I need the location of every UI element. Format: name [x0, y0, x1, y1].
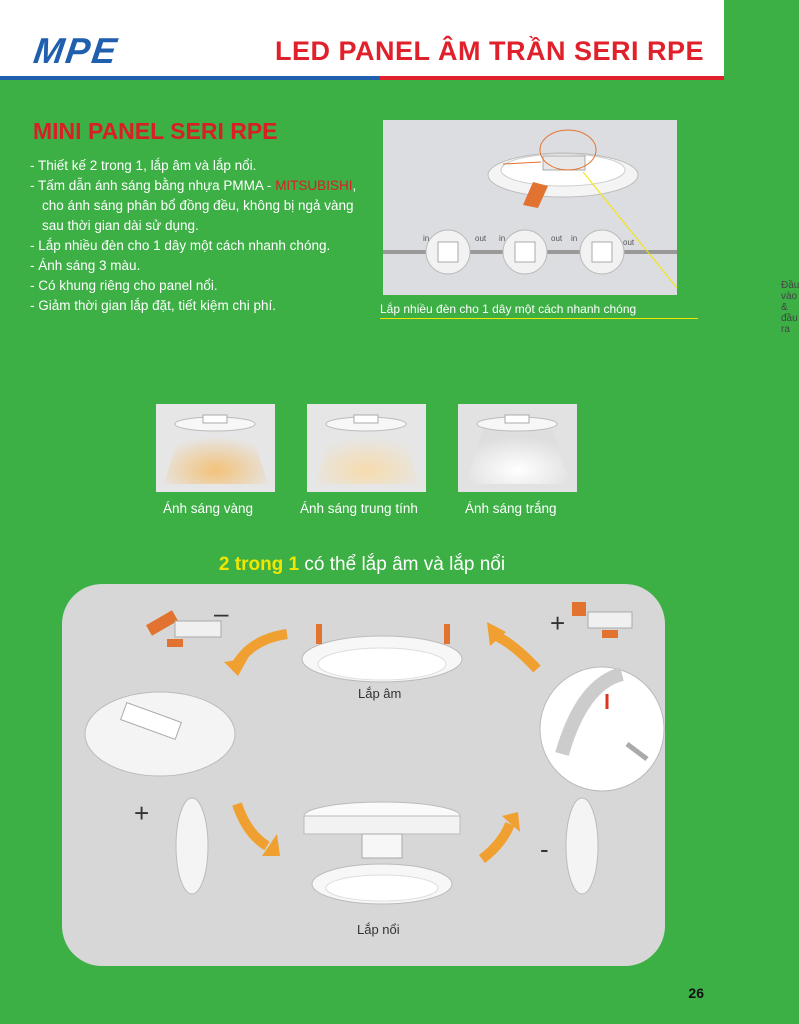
port-label: in: [571, 234, 578, 243]
port-label: out: [475, 234, 487, 243]
neutral-light-label: Ánh sáng trung tính: [300, 501, 418, 516]
feature-text: , cho ánh sáng phân bổ đồng đều, không bị ngả vàng sau thời gian dài sử dụng.: [42, 178, 357, 233]
install-heading: [0, 554, 724, 576]
input-output-label: Đầu vào & đầu ra: [781, 280, 799, 335]
feature-list: [30, 156, 360, 316]
page-number: 26: [688, 985, 704, 1001]
port-label: in: [423, 234, 430, 243]
lamp-illustration: [156, 404, 275, 492]
brand-name: MITSUBISHI: [275, 178, 353, 193]
connection-illustration: [383, 120, 677, 295]
header-divider: [0, 76, 724, 83]
port-label: out: [551, 234, 563, 243]
caption-underline: [380, 318, 698, 319]
plus-sign: +: [134, 798, 150, 828]
installation-illustration: [62, 584, 665, 966]
warm-light-label: Ánh sáng vàng: [163, 501, 254, 516]
header-divider-blue: [0, 76, 380, 80]
neutral-light-image: [307, 404, 426, 492]
mpe-logo: MPE: [31, 30, 121, 71]
minus-sign: -: [540, 834, 549, 864]
feature-text: - Ánh sáng 3 màu.: [30, 258, 141, 273]
install-heading-rest: có thể lắp âm và lắp nổi: [299, 554, 506, 575]
feature-text: - Tấm dẫn ánh sáng bằng nhựa PMMA -: [30, 178, 276, 193]
lamp-illustration: [458, 404, 577, 492]
warm-light-image: [156, 404, 275, 492]
connection-caption: Lắp nhiều đèn cho 1 dây một cách nhanh chóng: [380, 302, 637, 316]
feature-text: - Lắp nhiều đèn cho 1 dây một cách nhanh chóng.: [30, 238, 331, 253]
surface-label: Lắp nổi: [357, 922, 400, 937]
port-label: in: [499, 234, 506, 243]
plus-sign: +: [550, 608, 566, 638]
install-heading-highlight: 2 trong 1: [218, 554, 300, 575]
feature-text: - Thiết kế 2 trong 1, lắp âm và lắp nổi.: [30, 158, 257, 173]
feature-text: - Giảm thời gian lắp đặt, tiết kiệm chi phí.: [30, 298, 276, 313]
feature-text: - Có khung riêng cho panel nổi.: [30, 278, 218, 293]
port-label: out: [623, 238, 635, 247]
section-title: MINI PANEL SERI RPE: [33, 118, 278, 144]
installation-diagram: [62, 584, 665, 966]
feature-item: [30, 236, 360, 256]
page-title: LED PANEL ÂM TRẦN SERI RPE: [274, 36, 704, 66]
header-divider-red: [380, 76, 724, 80]
feature-item: [30, 276, 360, 296]
feature-item: [30, 296, 360, 316]
white-light-label: Ánh sáng trắng: [465, 501, 557, 516]
minus-sign: –: [214, 598, 229, 628]
recessed-label: Lắp âm: [358, 686, 402, 701]
lamp-illustration: [307, 404, 426, 492]
page-header: [0, 0, 724, 80]
white-light-image: [458, 404, 577, 492]
feature-item: [30, 176, 360, 236]
feature-item: [30, 256, 360, 276]
feature-item: [30, 156, 360, 176]
